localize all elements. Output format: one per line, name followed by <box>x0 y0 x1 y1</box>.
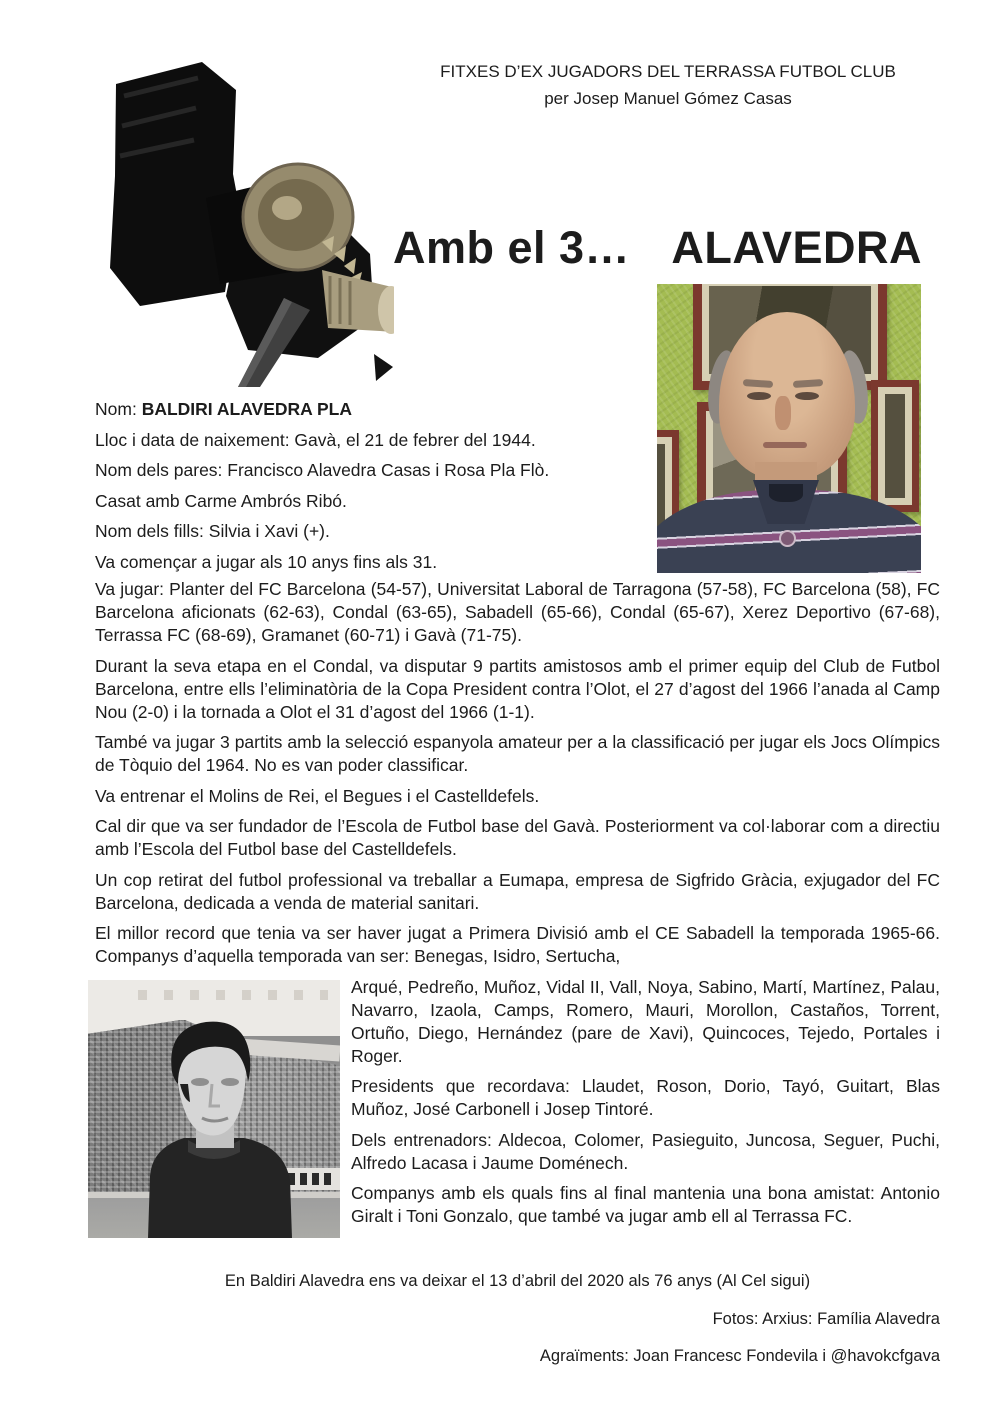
vintage-camera-image <box>86 56 394 388</box>
info-name-line <box>95 398 655 421</box>
memorial-line: En Baldiri Alavedra ens va deixar el 13 d’abril del 2020 als 76 anys (Al Cel sigui) <box>224 1272 811 1290</box>
bio-paragraph: Va entrenar el Molins de Rei, el Begues i el Castelldefels. <box>95 785 540 806</box>
player-figure <box>88 980 340 1238</box>
bio-paragraph: Companys amb els quals fins al final mantenia una bona amistat: Antonio Giralt i Toni Gonzalo, que també va jugar amb ell al Terrassa FC. <box>351 1183 940 1226</box>
info-line: Casat amb Carme Ambrós Ribó. <box>95 490 347 511</box>
name-label: Nom: <box>95 399 137 419</box>
info-line: Va començar a jugar als 10 anys fins als 31. <box>95 551 438 572</box>
page-title <box>393 222 922 274</box>
info-line: Lloc i data de naixement: Gavà, el 21 de febrer del 1944. <box>95 429 536 450</box>
bio-paragraph: Dels entrenadors: Aldecoa, Colomer, Pasieguito, Juncosa, Seguer, Puchi, Alfredo Lacasa i Jaume Doménech. <box>351 1129 940 1173</box>
picture-frame <box>871 380 919 512</box>
header-line1: FITXES D’EX JUGADORS DEL TERRASSA FUTBOL CLUB <box>440 62 896 81</box>
bio-paragraph: Arqué, Pedreño, Muñoz, Vidal II, Vall, Noya, Sabino, Martí, Martínez, Palau, Navarro, Izaola, Camps, Romero, Mauri, Morollon, Castaños, Torrent, Ortuño, Diego, Hernández (pare de Xavi), Quincoces, Tejedo, Portales i Roger. <box>351 976 940 1066</box>
camera-horn-lower <box>322 270 394 334</box>
thanks-credit: Agraïments: Joan Francesc Fondevila i @havokcfgava <box>539 1347 940 1365</box>
bio-paragraph: Va jugar: Planter del FC Barcelona (54-57), Universitat Laboral de Tarragona (57-58), FC Barcelona (58), FC Barcelona aficionats (62-63), Condal (63-65), Sabadell (65-66), Condal (65-67), Xerez Deportivo (67-68), Terrassa FC (68-69), Gramanet (60-71) i Gavà (71-75). <box>95 579 940 645</box>
camera-illustration <box>86 56 394 388</box>
bio-paragraph: El millor record que tenia va ser haver jugat a Primera Divisió amb el CE Sabadell la temporada 1965-66. Companys d’aquella temporada van ser: Benegas, Isidro, Sertucha, <box>95 923 940 966</box>
portrait-photo <box>657 284 921 573</box>
bio-paragraph: També va jugar 3 partits amb la selecció espanyola amateur per a la classificació per jugar els Jocs Olímpics de Tòquio del 1964. No es van poder classificar. <box>95 732 940 775</box>
bio-paragraph: Un cop retirat del futbol professional va treballar a Eumapa, empresa de Sigfrido Gràcia, exjugador del FC Barcelona, dedicada a venda de material sanitari. <box>95 869 940 913</box>
title-surname: ALAVEDRA <box>671 222 922 273</box>
document-footer <box>95 1270 940 1382</box>
player-bw-photo <box>88 980 340 1238</box>
bio-paragraph: Cal dir que va ser fundador de l’Escola de Futbol base del Gavà. Posteriorment va col·laborar com a directiu amb l’Escola del Futbol base del Castelldefels. <box>95 816 940 859</box>
bio-paragraph: Durant la seva etapa en el Condal, va disputar 9 partits amistosos amb el primer equip del Club de Futbol Barcelona, entre ells l’eliminatòria de la Copa President contra l’Olot, el 27 d’agost del 1966 l’anada al Camp Nou (2-0) i la tornada a Olot el 31 d’agost del 1966 (1-1). <box>95 655 940 722</box>
player-info <box>95 398 655 581</box>
title-prefix: Amb el 3… <box>393 222 631 273</box>
biography-text <box>95 578 940 1244</box>
photos-credit: Fotos: Arxius: Família Alavedra <box>712 1310 940 1328</box>
header-line2: per Josep Manuel Gómez Casas <box>544 89 792 108</box>
document-header <box>390 58 946 112</box>
info-line: Nom dels fills: Silvia i Xavi (+). <box>95 521 330 541</box>
bio-paragraph: Presidents que recordava: Llaudet, Roson, Dorio, Tayó, Guitart, Blas Muñoz, José Carbonell i Josep Tintoré. <box>351 1076 940 1119</box>
info-line: Nom dels pares: Francisco Alavedra Casas i Rosa Pla Flò. <box>95 460 550 480</box>
name-value: BALDIRI ALAVEDRA PLA <box>141 399 353 419</box>
